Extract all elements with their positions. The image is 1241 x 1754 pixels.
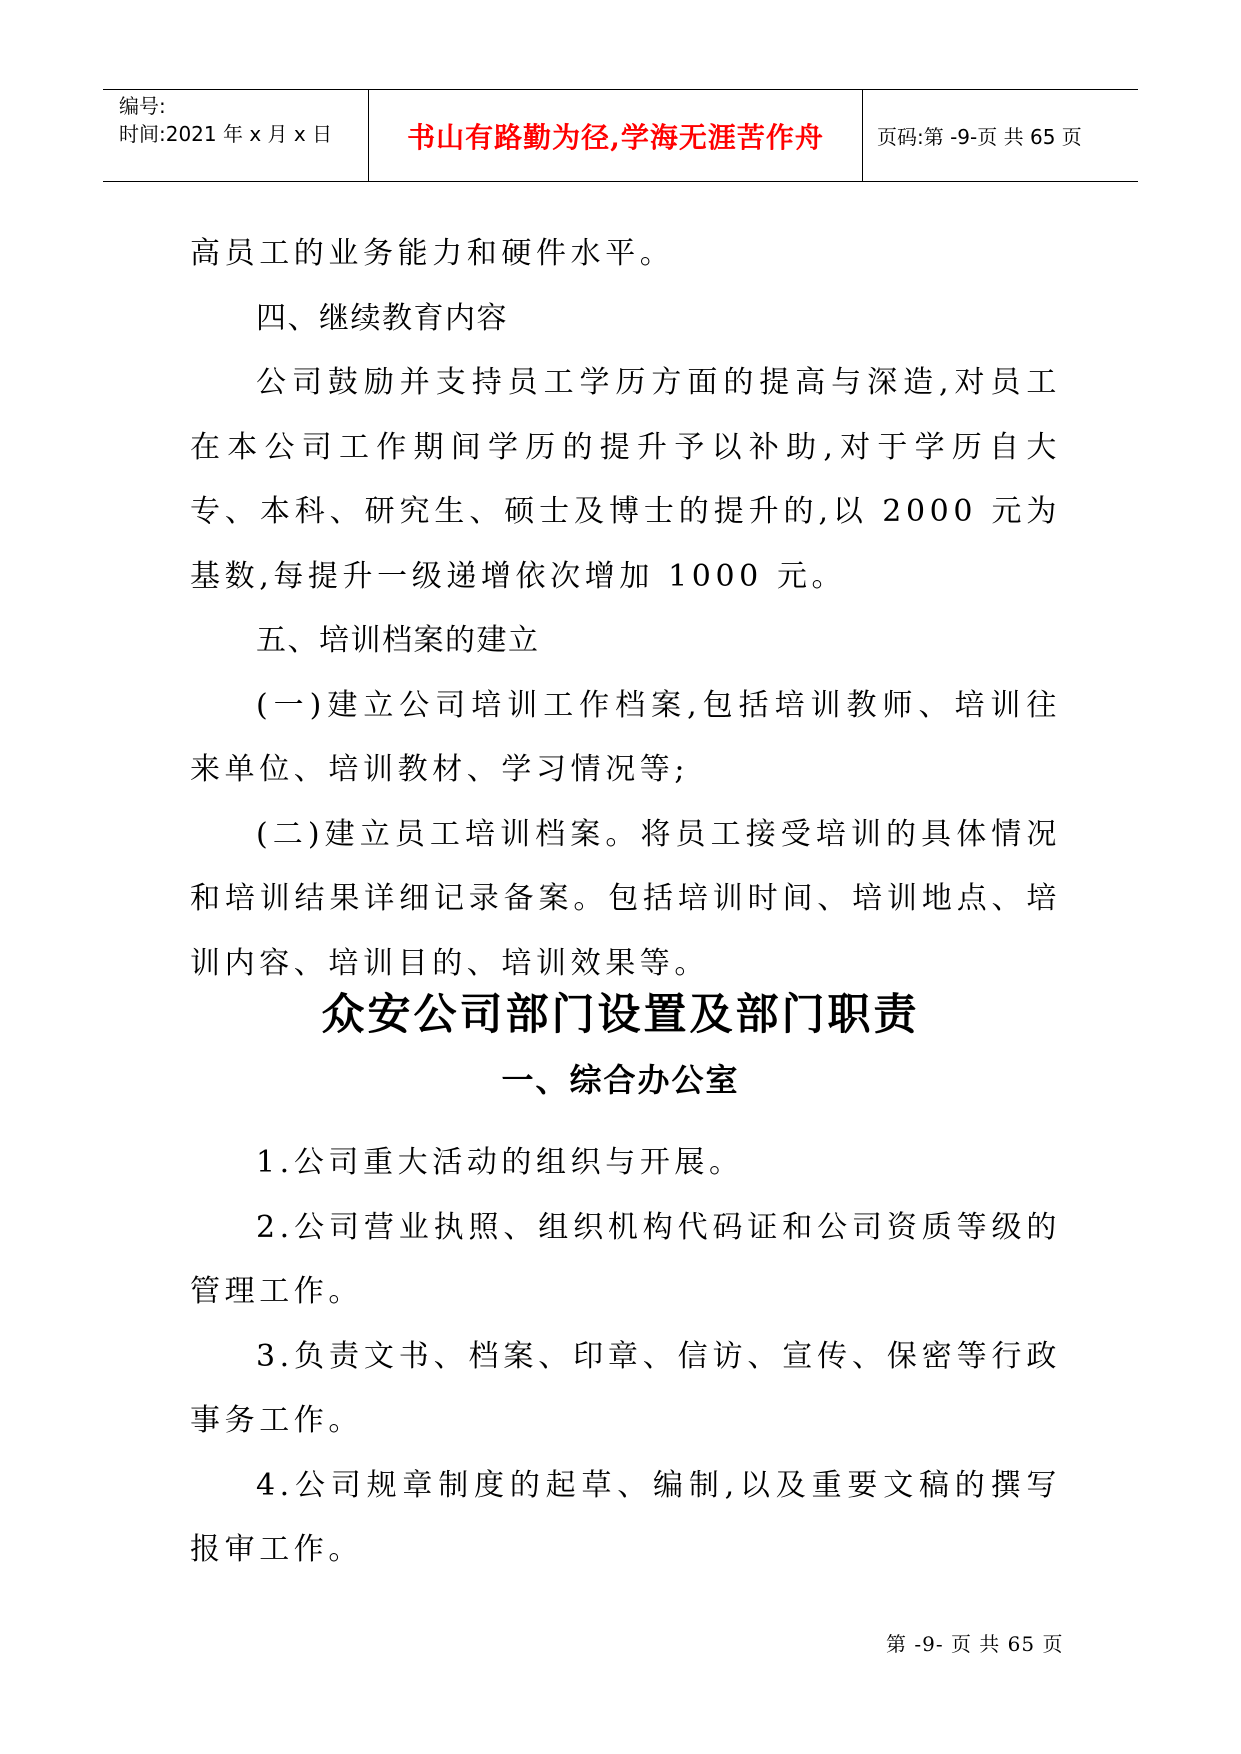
page-footer: 第 -9- 页 共 65 页	[886, 1632, 1064, 1656]
section-heading-general-office: 一、综合办公室	[501, 1061, 740, 1099]
paragraph-training-archive-item-1: (一)建立公司培训工作档案,包括培训教师、培训往来单位、培训教材、学习情况等;	[190, 687, 1061, 787]
paragraph-continuation: 高员工的业务能力和硬件水平。	[190, 236, 675, 271]
list-item: 2.公司营业执照、组织机构代码证和公司资质等级的管理工作。	[190, 1209, 1061, 1309]
paragraph-training-archive-item-2: (二)建立员工培训档案。将员工接受培训的具体情况和培训结果详细记录备案。包括培训时间、培训地点、培训内容、培训目的、培训效果等。	[190, 816, 1061, 981]
header-meta	[103, 90, 369, 181]
header-motto: 书山有路勤为径,学海无涯苦作舟	[369, 90, 863, 181]
document-time-label: 时间:2021 年 x 月 x 日	[119, 122, 333, 146]
general-office-duties	[190, 1131, 1061, 1583]
section-heading-continuing-education: 四、继续教育内容	[256, 300, 508, 336]
list-item: 1.公司重大活动的组织与开展。	[256, 1145, 744, 1180]
document-title: 众安公司部门设置及部门职责	[321, 990, 920, 1040]
list-item: 4.公司规章制度的起草、编制,以及重要文稿的撰写报审工作。	[190, 1467, 1061, 1567]
page-header	[103, 89, 1138, 182]
section-heading-training-archive: 五、培训档案的建立	[256, 623, 540, 658]
header-page-info: 页码:第 -9-页 共 65 页	[877, 125, 1082, 149]
paragraph-continuing-education: 公司鼓励并支持员工学历方面的提高与深造,对员工在本公司工作期间学历的提升予以补助,对于学历自大专、本科、研究生、硕士及博士的提升的,以 2000 元为基数,每提升一级递增依次增加 1000 元。	[190, 365, 1061, 594]
document-number-label: 编号:	[119, 94, 166, 118]
document-body	[190, 222, 1061, 996]
list-item: 3.负责文书、档案、印章、信访、宣传、保密等行政事务工作。	[190, 1338, 1061, 1438]
